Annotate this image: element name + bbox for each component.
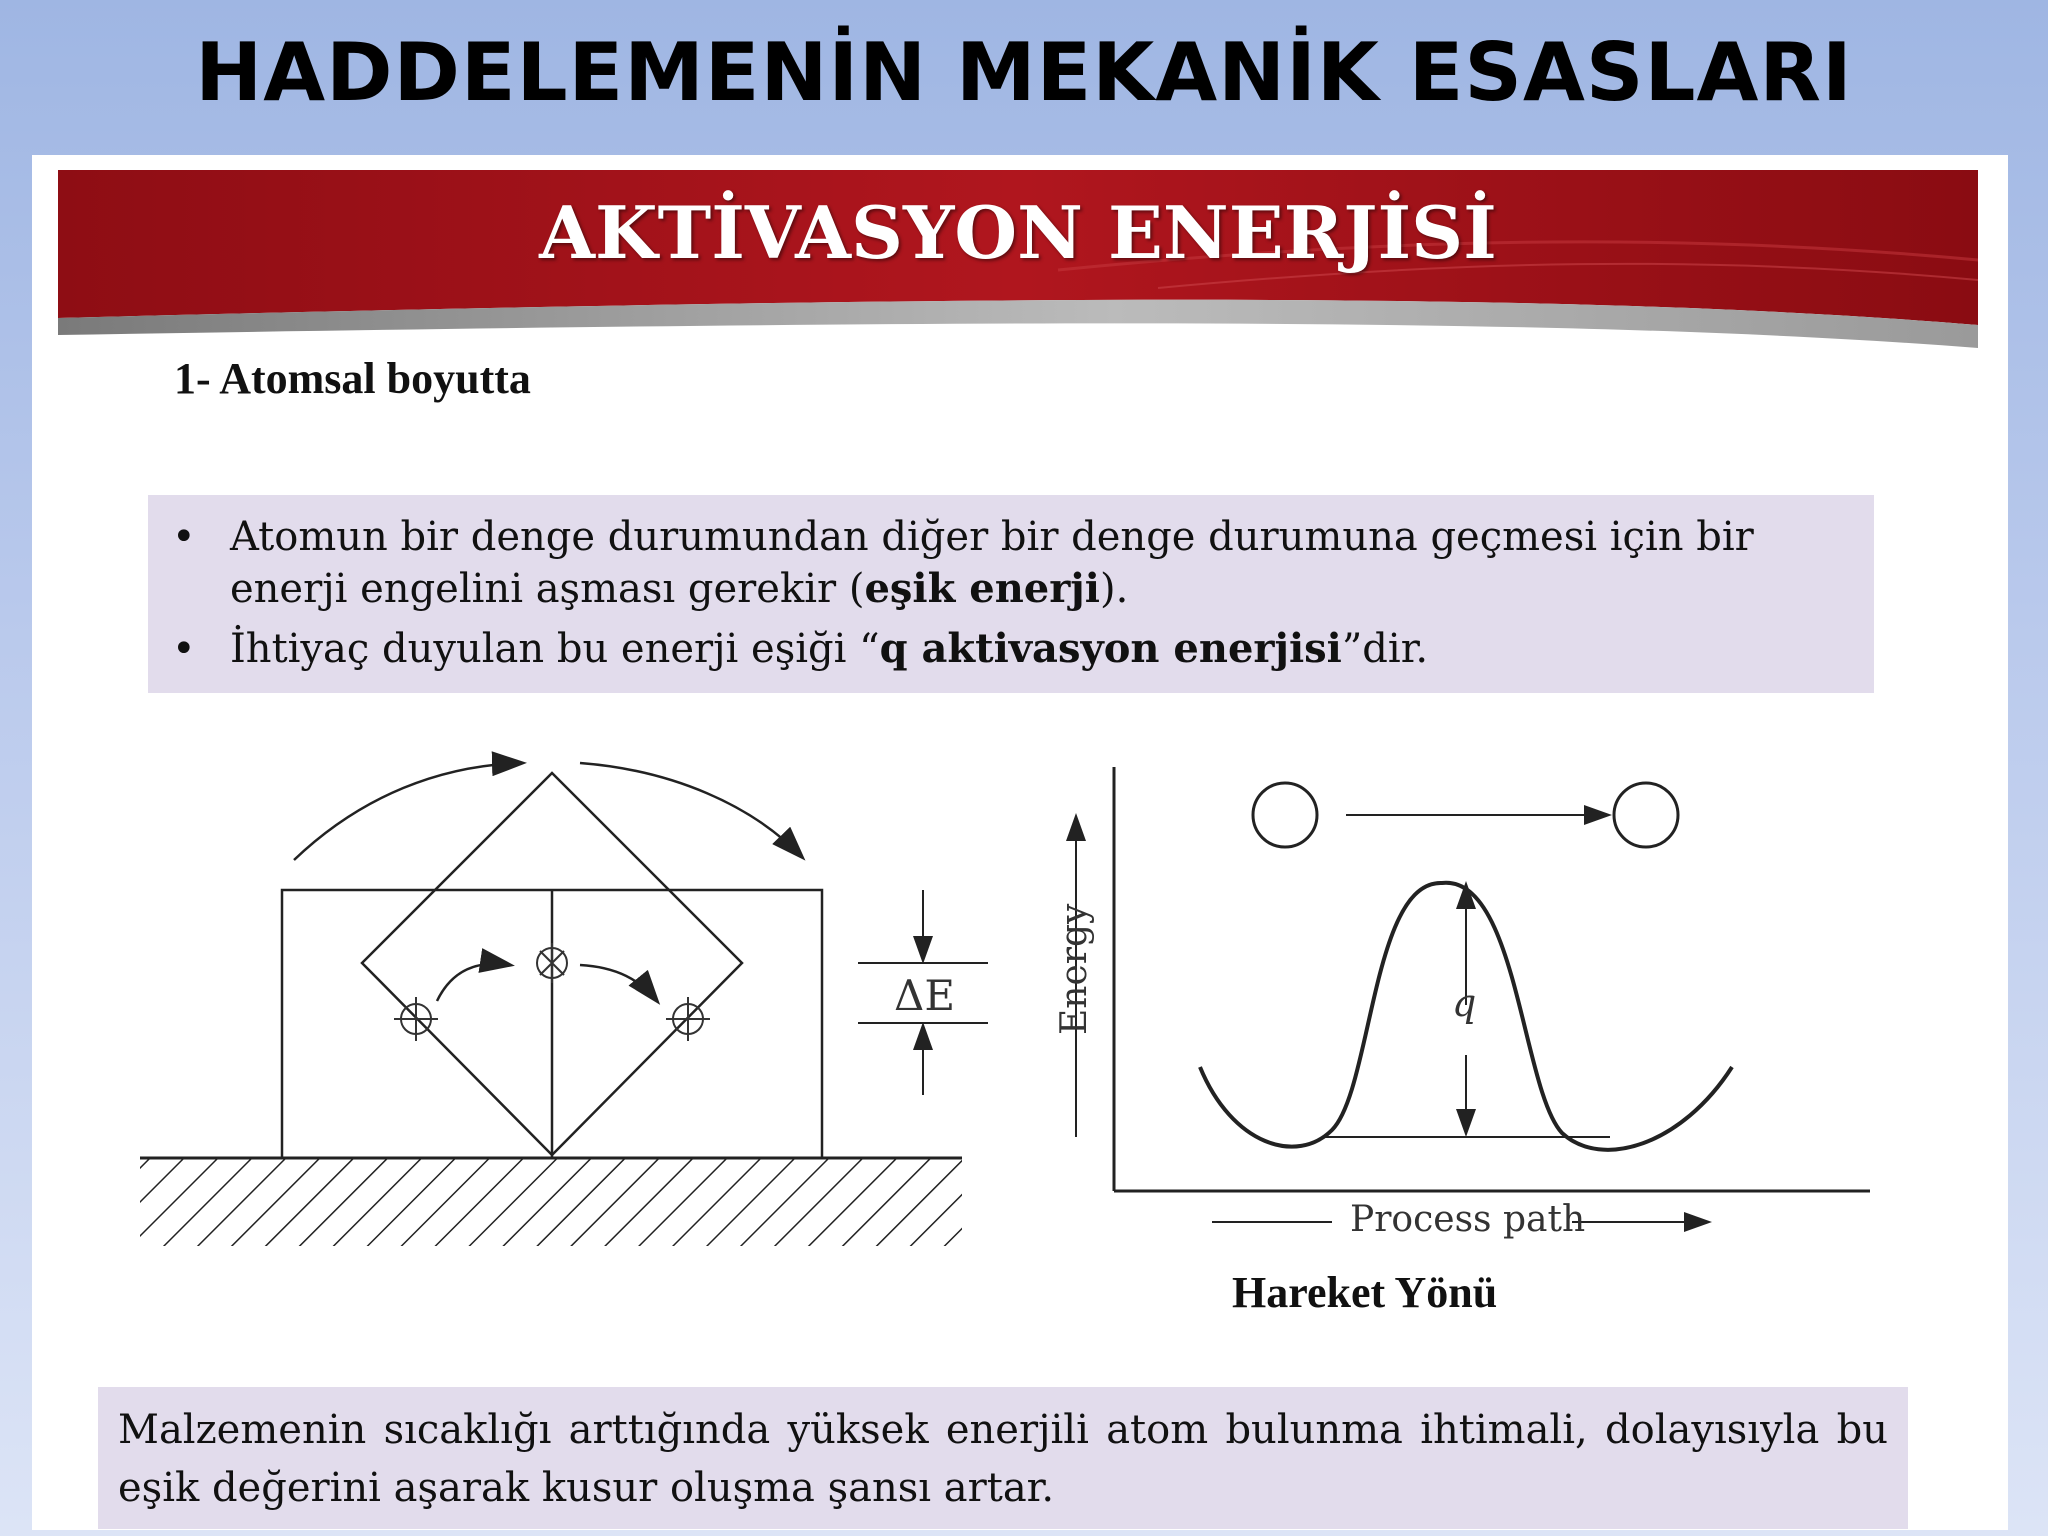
- bullet-1-line-2-pre: enerji engelini aşması gerekir (: [230, 566, 865, 612]
- page-title: HADDELEMENİN MEKANİK ESASLARI: [195, 26, 1853, 119]
- bullet-1-line-2-post: ).: [1099, 566, 1129, 612]
- bullet-1-bold: eşik enerji: [864, 565, 1100, 612]
- bullet-2-pre: İhtiyaç duyulan bu enerji eşiği “: [230, 626, 880, 672]
- footer-text: Malzemenin sıcaklığı arttığında yüksek enerjili atom bulunma ihtimali, dolayısıyla bu eşik değerini aşarak kusur oluşma şansı artar.: [118, 1407, 1888, 1511]
- ground-hatch: [140, 1158, 962, 1246]
- delta-e-label: ΔE: [894, 971, 955, 1020]
- bullet-2-bold: q aktivasyon enerjisi: [879, 625, 1342, 672]
- q-label: q: [1452, 981, 1477, 1025]
- atom-jump-arrow-left: [437, 964, 510, 1001]
- process-axis-label: Process path: [1350, 1199, 1586, 1240]
- bullet-marker: •: [172, 514, 196, 560]
- section-subtitle: 1- Atomsal boyutta: [174, 354, 531, 403]
- banner-title: AKTİVASYON ENERJİSİ: [539, 190, 1497, 275]
- figure-caption: Hareket Yönü: [1232, 1268, 1498, 1317]
- atom-after-icon: [1614, 783, 1678, 847]
- rotation-arrow-right: [580, 763, 802, 857]
- slide-content: [32, 155, 2008, 1530]
- atom-jump-arrow-right: [580, 965, 657, 1001]
- footer-box: [98, 1387, 1908, 1529]
- energy-axis-label: Energy: [1054, 903, 1095, 1035]
- bullet-marker: •: [172, 626, 196, 672]
- rotation-arrow-left: [294, 763, 522, 860]
- activation-energy-diagram: [32, 155, 2008, 1530]
- bullet-2-post: ”dir.: [1341, 626, 1429, 672]
- atom-before-icon: [1253, 783, 1317, 847]
- bullet-1-line-1: Atomun bir denge durumundan diğer bir denge durumuna geçmesi için bir: [230, 514, 1754, 560]
